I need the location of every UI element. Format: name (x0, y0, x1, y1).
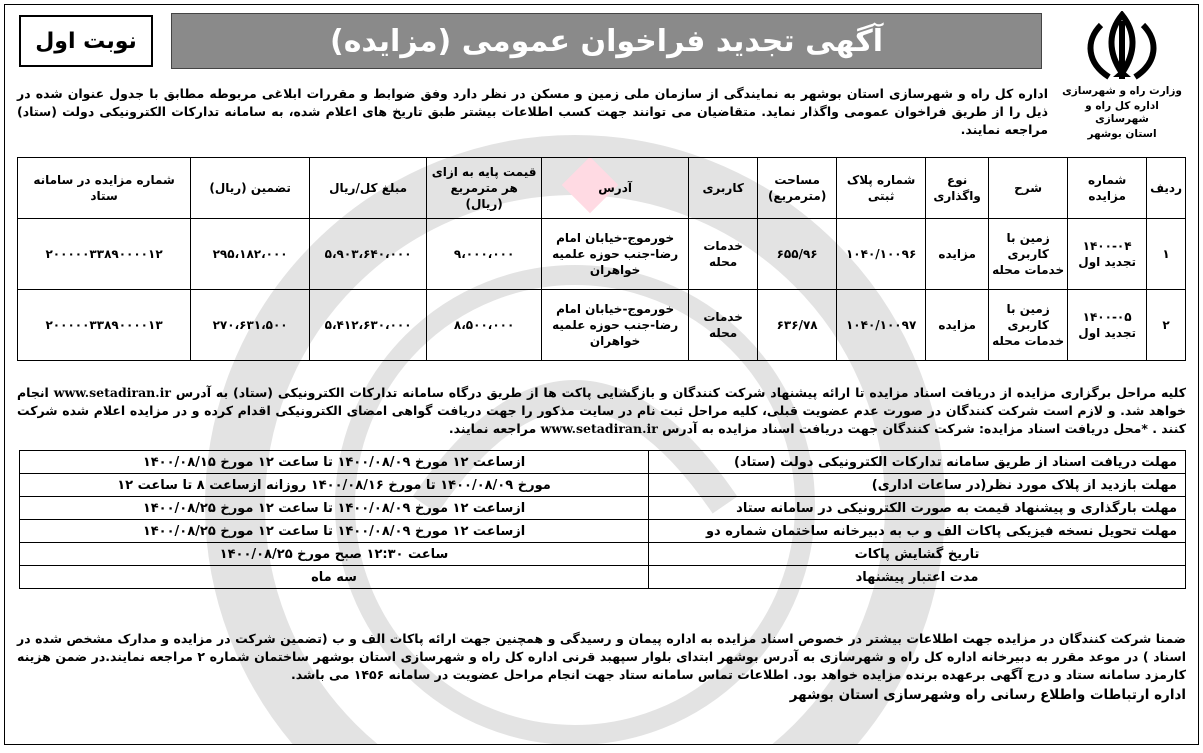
cell-row: ۲ (1147, 290, 1186, 361)
col-usage: کاربری (689, 158, 758, 219)
col-base-price: قیمت پایه به ازای هر مترمربع (ریال) (427, 158, 542, 219)
cell-address: خورموج-خیابان امام رضا-جنب حوزه علمیه خواهران (542, 290, 689, 361)
cell-total-amount: ۵،۴۱۲،۶۳۰،۰۰۰ (310, 290, 427, 361)
col-area: مساحت (مترمربع) (758, 158, 837, 219)
procedure-text-2: انجام خواهد شد. و لازم است شرکت کنندگان در صورت عدم عضویت قبلی، کلیه مراحل ثبت نام در سایت مذکور را جهت دریافت گواهی امضای الکترونیکی اقدام کرده و در مزایده اعلام شده شرکت کنند . *محل دریافت اسناد مزایده: شرکت کنندگان جهت دریافت اسناد مزایده به آدرس (17, 385, 1186, 436)
cell-base-price: ۸،۵۰۰،۰۰۰ (427, 290, 542, 361)
col-row: ردیف (1147, 158, 1186, 219)
col-auction-number: شماره مزایده (1068, 158, 1147, 219)
col-plate: شماره پلاک ثبتی (837, 158, 926, 219)
schedule-table (19, 450, 1186, 589)
ministry-line-1: وزارت راه و شهرسازی (1062, 85, 1182, 97)
ministry-line-2: اداره کل راه و شهرسازی (1085, 100, 1159, 125)
iran-emblem-icon (1079, 11, 1165, 83)
procedure-text-1: کلیه مراحل برگزاری مزایده از دریافت اسناد مزایده تا ارائه پیشنهاد شرکت کنندگان و بازگشایی پاکت ها از طریق درگاه سامانه تدارکات الکترونیکی (ستاد) به آدرس (175, 385, 1187, 400)
col-description: شرح (989, 158, 1068, 219)
cell-address: خورموج-خیابان امام رضا-جنب حوزه علمیه خواهران (542, 219, 689, 290)
table-row (18, 219, 1186, 290)
ministry-emblem (1062, 11, 1182, 141)
col-address: آدرس (542, 158, 689, 219)
cell-total-amount: ۵،۹۰۳،۶۴۰،۰۰۰ (310, 219, 427, 290)
procedure-paragraph (17, 384, 1186, 438)
cell-setad-number: ۲۰۰۰۰۰۳۳۸۹۰۰۰۰۱۳ (18, 290, 191, 361)
cell-auction-number: ۱۴۰۰-۰۵ تجدید اول (1068, 290, 1147, 361)
table-header-row (18, 158, 1186, 219)
footer (17, 630, 1186, 704)
table-row (18, 290, 1186, 361)
schedule-label: مهلت بارگذاری و پیشنهاد قیمت به صورت الکترونیکی در سامانه ستاد (649, 497, 1186, 520)
col-guarantee: تضمین (ریال) (191, 158, 310, 219)
cell-type: مزایده (926, 219, 989, 290)
setad-url-1[interactable]: www.setadiran.ir (53, 385, 171, 400)
cell-description: زمین با کاربری خدمات محله (989, 219, 1068, 290)
cell-auction-number: ۱۴۰۰-۰۴ تجدید اول (1068, 219, 1147, 290)
notice-page (4, 4, 1199, 745)
col-type: نوع واگذاری (926, 158, 989, 219)
setad-url-2[interactable]: www.setadiran.ir (540, 421, 658, 436)
notice-title: آگهی تجدید فراخوان عمومی (مزایده) (171, 13, 1042, 69)
publisher-signature: اداره ارتباطات واطلاع رسانی راه وشهرسازی استان بوشهر (789, 687, 1186, 703)
cell-row: ۱ (1147, 219, 1186, 290)
schedule-value: ساعت ۱۲:۳۰ صبح مورخ ۱۴۰۰/۰۸/۲۵ (20, 543, 649, 566)
schedule-row (20, 566, 1186, 589)
schedule-value: مورخ ۱۴۰۰/۰۸/۰۹ تا مورخ ۱۴۰۰/۰۸/۱۶ روزانه ازساعت ۸ تا ساعت ۱۲ (20, 474, 649, 497)
schedule-value: ازساعت ۱۲ مورخ ۱۴۰۰/۰۸/۰۹ تا ساعت ۱۲ مورخ ۱۴۰۰/۰۸/۱۵ (20, 451, 649, 474)
cell-usage: خدمات محله (689, 290, 758, 361)
footer-paragraph: ضمنا شرکت کنندگان در مزایده جهت اطلاعات بیشتر در خصوص اسناد مزایده به اداره پیمان و رسیدگی و همچنین جهت ارائه پاکات الف و ب (تضمین شرکت در مزایده و مدارک مشخص شده در اسناد ) در موعد مقرر به دبیرخانه اداره کل راه و شهرسازی به آدرس بوشهر ابتدای بلوار سپهبد قرنی اداره کل راه و شهرسازی استان بوشهر ساختمان شماره ۲ مراجعه نمایند.در ضمن هزینه کارمزد سامانه ستاد و درج آگهی برعهده برنده مزایده خواهد بود. اطلاعات تماس سامانه ستاد جهت انجام مراحل عضویت در سامانه ۱۴۵۶ می باشد. (17, 631, 1186, 682)
turn-badge: نوبت اول (19, 15, 153, 67)
cell-base-price: ۹،۰۰۰،۰۰۰ (427, 219, 542, 290)
cell-description: زمین با کاربری خدمات محله (989, 290, 1068, 361)
schedule-row (20, 497, 1186, 520)
cell-guarantee: ۲۹۵،۱۸۲،۰۰۰ (191, 219, 310, 290)
schedule-value: ازساعت ۱۲ مورخ ۱۴۰۰/۰۸/۰۹ تا ساعت ۱۲ مورخ ۱۴۰۰/۰۸/۲۵ (20, 497, 649, 520)
cell-plate: ۱۰۴۰/۱۰۰۹۷ (837, 290, 926, 361)
cell-plate: ۱۰۴۰/۱۰۰۹۶ (837, 219, 926, 290)
schedule-row (20, 474, 1186, 497)
cell-setad-number: ۲۰۰۰۰۰۳۳۸۹۰۰۰۰۱۲ (18, 219, 191, 290)
ministry-line-3: استان بوشهر (1087, 128, 1157, 140)
schedule-row (20, 543, 1186, 566)
schedule-row (20, 451, 1186, 474)
schedule-label: مهلت بازدید از پلاک مورد نظر(در ساعات اداری) (649, 474, 1186, 497)
schedule-value: سه ماه (20, 566, 649, 589)
cell-area: ۶۳۶/۷۸ (758, 290, 837, 361)
cell-guarantee: ۲۷۰،۶۳۱،۵۰۰ (191, 290, 310, 361)
col-total-amount: مبلغ کل/ریال (310, 158, 427, 219)
cell-usage: خدمات محله (689, 219, 758, 290)
schedule-label: مهلت دریافت اسناد از طریق سامانه تدارکات الکترونیکی دولت (ستاد) (649, 451, 1186, 474)
schedule-value: ازساعت ۱۲ مورخ ۱۴۰۰/۰۸/۰۹ تا ساعت ۱۲ مورخ ۱۴۰۰/۰۸/۲۵ (20, 520, 649, 543)
schedule-label: تاریخ گشایش پاکات (649, 543, 1186, 566)
schedule-row (20, 520, 1186, 543)
procedure-text-3: مراجعه نمایند. (448, 421, 537, 436)
items-table (17, 157, 1186, 361)
cell-type: مزایده (926, 290, 989, 361)
schedule-label: مهلت تحویل نسخه فیزیکی پاکات الف و ب به دبیرخانه ساختمان شماره دو (649, 520, 1186, 543)
col-setad-number: شماره مزایده در سامانه ستاد (18, 158, 191, 219)
cell-area: ۶۵۵/۹۶ (758, 219, 837, 290)
schedule-label: مدت اعتبار پیشنهاد (649, 566, 1186, 589)
intro-paragraph: اداره کل راه و شهرسازی استان بوشهر به نمایندگی از سازمان ملی زمین و مسکن در نظر دارد وفق ضوابط و مقررات ابلاغی مربوطه مطابق با جدول عنوان شده در ذیل را از طریق فراخوان عمومی واگذار نماید. متقاضیان می توانند جهت کسب اطلاعات بیشتر طبق تاریخ های اعلام شده، به سامانه تدارکات الکترونیکی دولت (ستاد) مراجعه نمایند. (17, 86, 1048, 137)
